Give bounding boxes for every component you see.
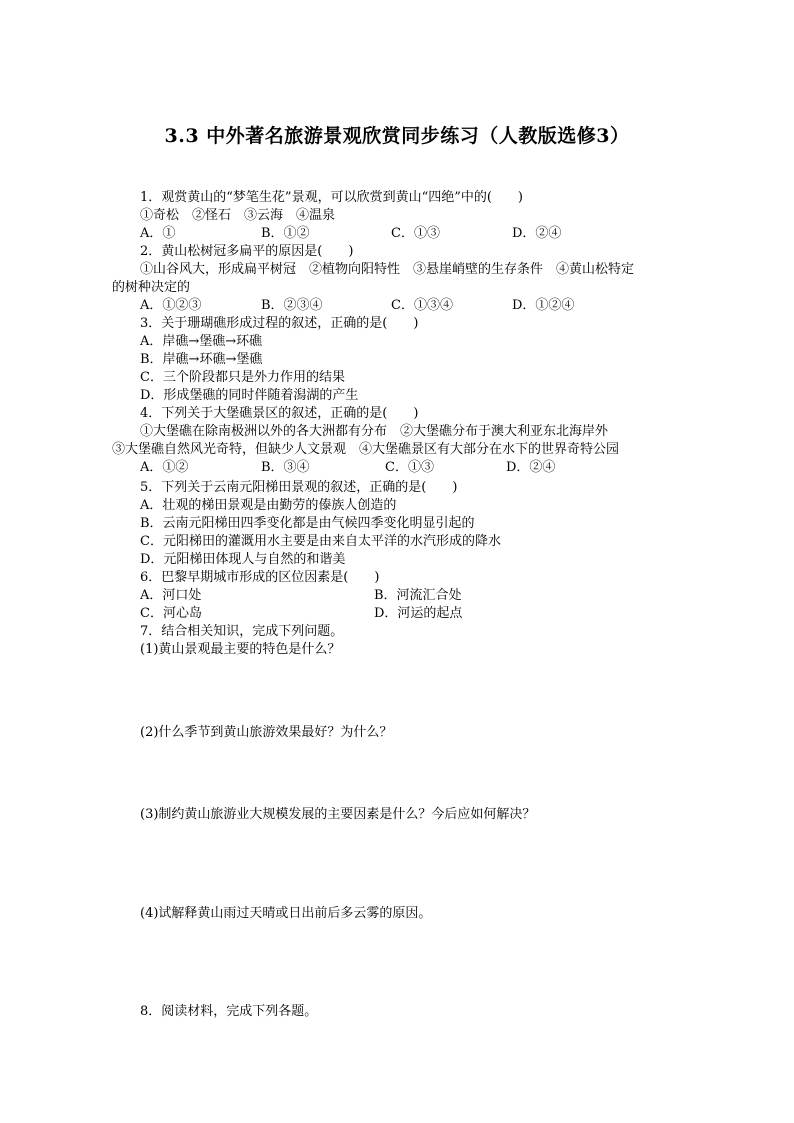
q4-option-a: A．①② (140, 460, 189, 475)
q6-option-a: A．河口处 (140, 588, 202, 603)
document-title: 3.3 中外著名旅游景观欣赏同步练习（人教版选修3） (164, 125, 630, 147)
q7-part-3: (3)制约黄山旅游业大规模发展的主要因素是什么？今后应如何解决？ (140, 807, 536, 822)
q7-stem: 7．结合相关知识，完成下列问题。 (140, 624, 344, 639)
q4-items-line1: ①大堡礁在除南极洲以外的各大洲都有分布 ②大堡礁分布于澳大利亚东北海岸外 (140, 424, 609, 439)
q2-option-b: B．②③④ (261, 298, 323, 313)
q1-option-d: D．②④ (512, 226, 562, 241)
q6-option-c: C．河心岛 (140, 606, 202, 621)
q2-option-d: D．①②④ (512, 298, 575, 313)
q2-stem: 2．黄山松树冠多扁平的原因是( ) (140, 244, 354, 259)
q6-stem: 6．巴黎早期城市形成的区位因素是( ) (140, 570, 380, 585)
q3-option-c: C．三个阶段都只是外力作用的结果 (140, 370, 345, 385)
q1-option-c: C．①③ (391, 226, 440, 241)
q7-part-2: (2)什么季节到黄山旅游效果最好？为什么？ (140, 725, 393, 740)
q7-part-1: (1)黄山景观最主要的特色是什么？ (140, 642, 341, 657)
q5-option-c: C．元阳梯田的灌溉用水主要是由来自太平洋的水汽形成的降水 (140, 534, 501, 549)
q5-stem: 5．下列关于云南元阳梯田景观的叙述，正确的是( ) (140, 480, 458, 495)
q2-items-line1: ①山谷风大，形成扁平树冠 ②植物向阳特性 ③悬崖峭壁的生存条件 ④黄山松特定 (140, 262, 635, 277)
q1-items: ①奇松 ②怪石 ③云海 ④温泉 (140, 208, 336, 223)
q1-option-a: A．① (140, 226, 176, 241)
q2-option-c: C．①③④ (391, 298, 453, 313)
q1-stem: 1．观赏黄山的“梦笔生花”景观，可以欣赏到黄山“四绝”中的( ) (140, 190, 523, 205)
q6-option-d: D．河运的起点 (374, 606, 463, 621)
q4-option-c: C．①③ (385, 460, 434, 475)
q7-part-4: (4)试解释黄山雨过天晴或日出前后多云雾的原因。 (140, 906, 432, 921)
q3-option-a: A．岸礁→堡礁→环礁 (140, 334, 263, 349)
q2-option-a: A．①②③ (140, 298, 202, 313)
q1-option-b: B．①② (261, 226, 310, 241)
q3-stem: 3．关于珊瑚礁形成过程的叙述，正确的是( ) (140, 316, 419, 331)
q5-option-d: D．元阳梯田体现人与自然的和谐美 (140, 552, 346, 567)
q4-option-d: D．②④ (506, 460, 556, 475)
q3-option-d: D．形成堡礁的同时伴随着潟湖的产生 (140, 388, 359, 403)
q4-option-b: B．③④ (261, 460, 310, 475)
q8-stem: 8．阅读材料，完成下列各题。 (140, 1004, 318, 1019)
q2-items-line2: 的树种决定的 (112, 280, 191, 295)
q3-option-b: B．岸礁→环礁→堡礁 (140, 352, 263, 367)
q4-stem: 4．下列关于大堡礁景区的叙述，正确的是( ) (140, 406, 419, 421)
q4-items-line2: ③大堡礁自然风光奇特，但缺少人文景观 ④大堡礁景区有大部分在水下的世界奇特公园 (112, 442, 620, 457)
q5-option-b: B．云南元阳梯田四季变化都是由气候四季变化明显引起的 (140, 516, 475, 531)
q5-option-a: A．壮观的梯田景观是由勤劳的傣族人创造的 (140, 498, 397, 513)
q6-option-b: B．河流汇合处 (374, 588, 462, 603)
